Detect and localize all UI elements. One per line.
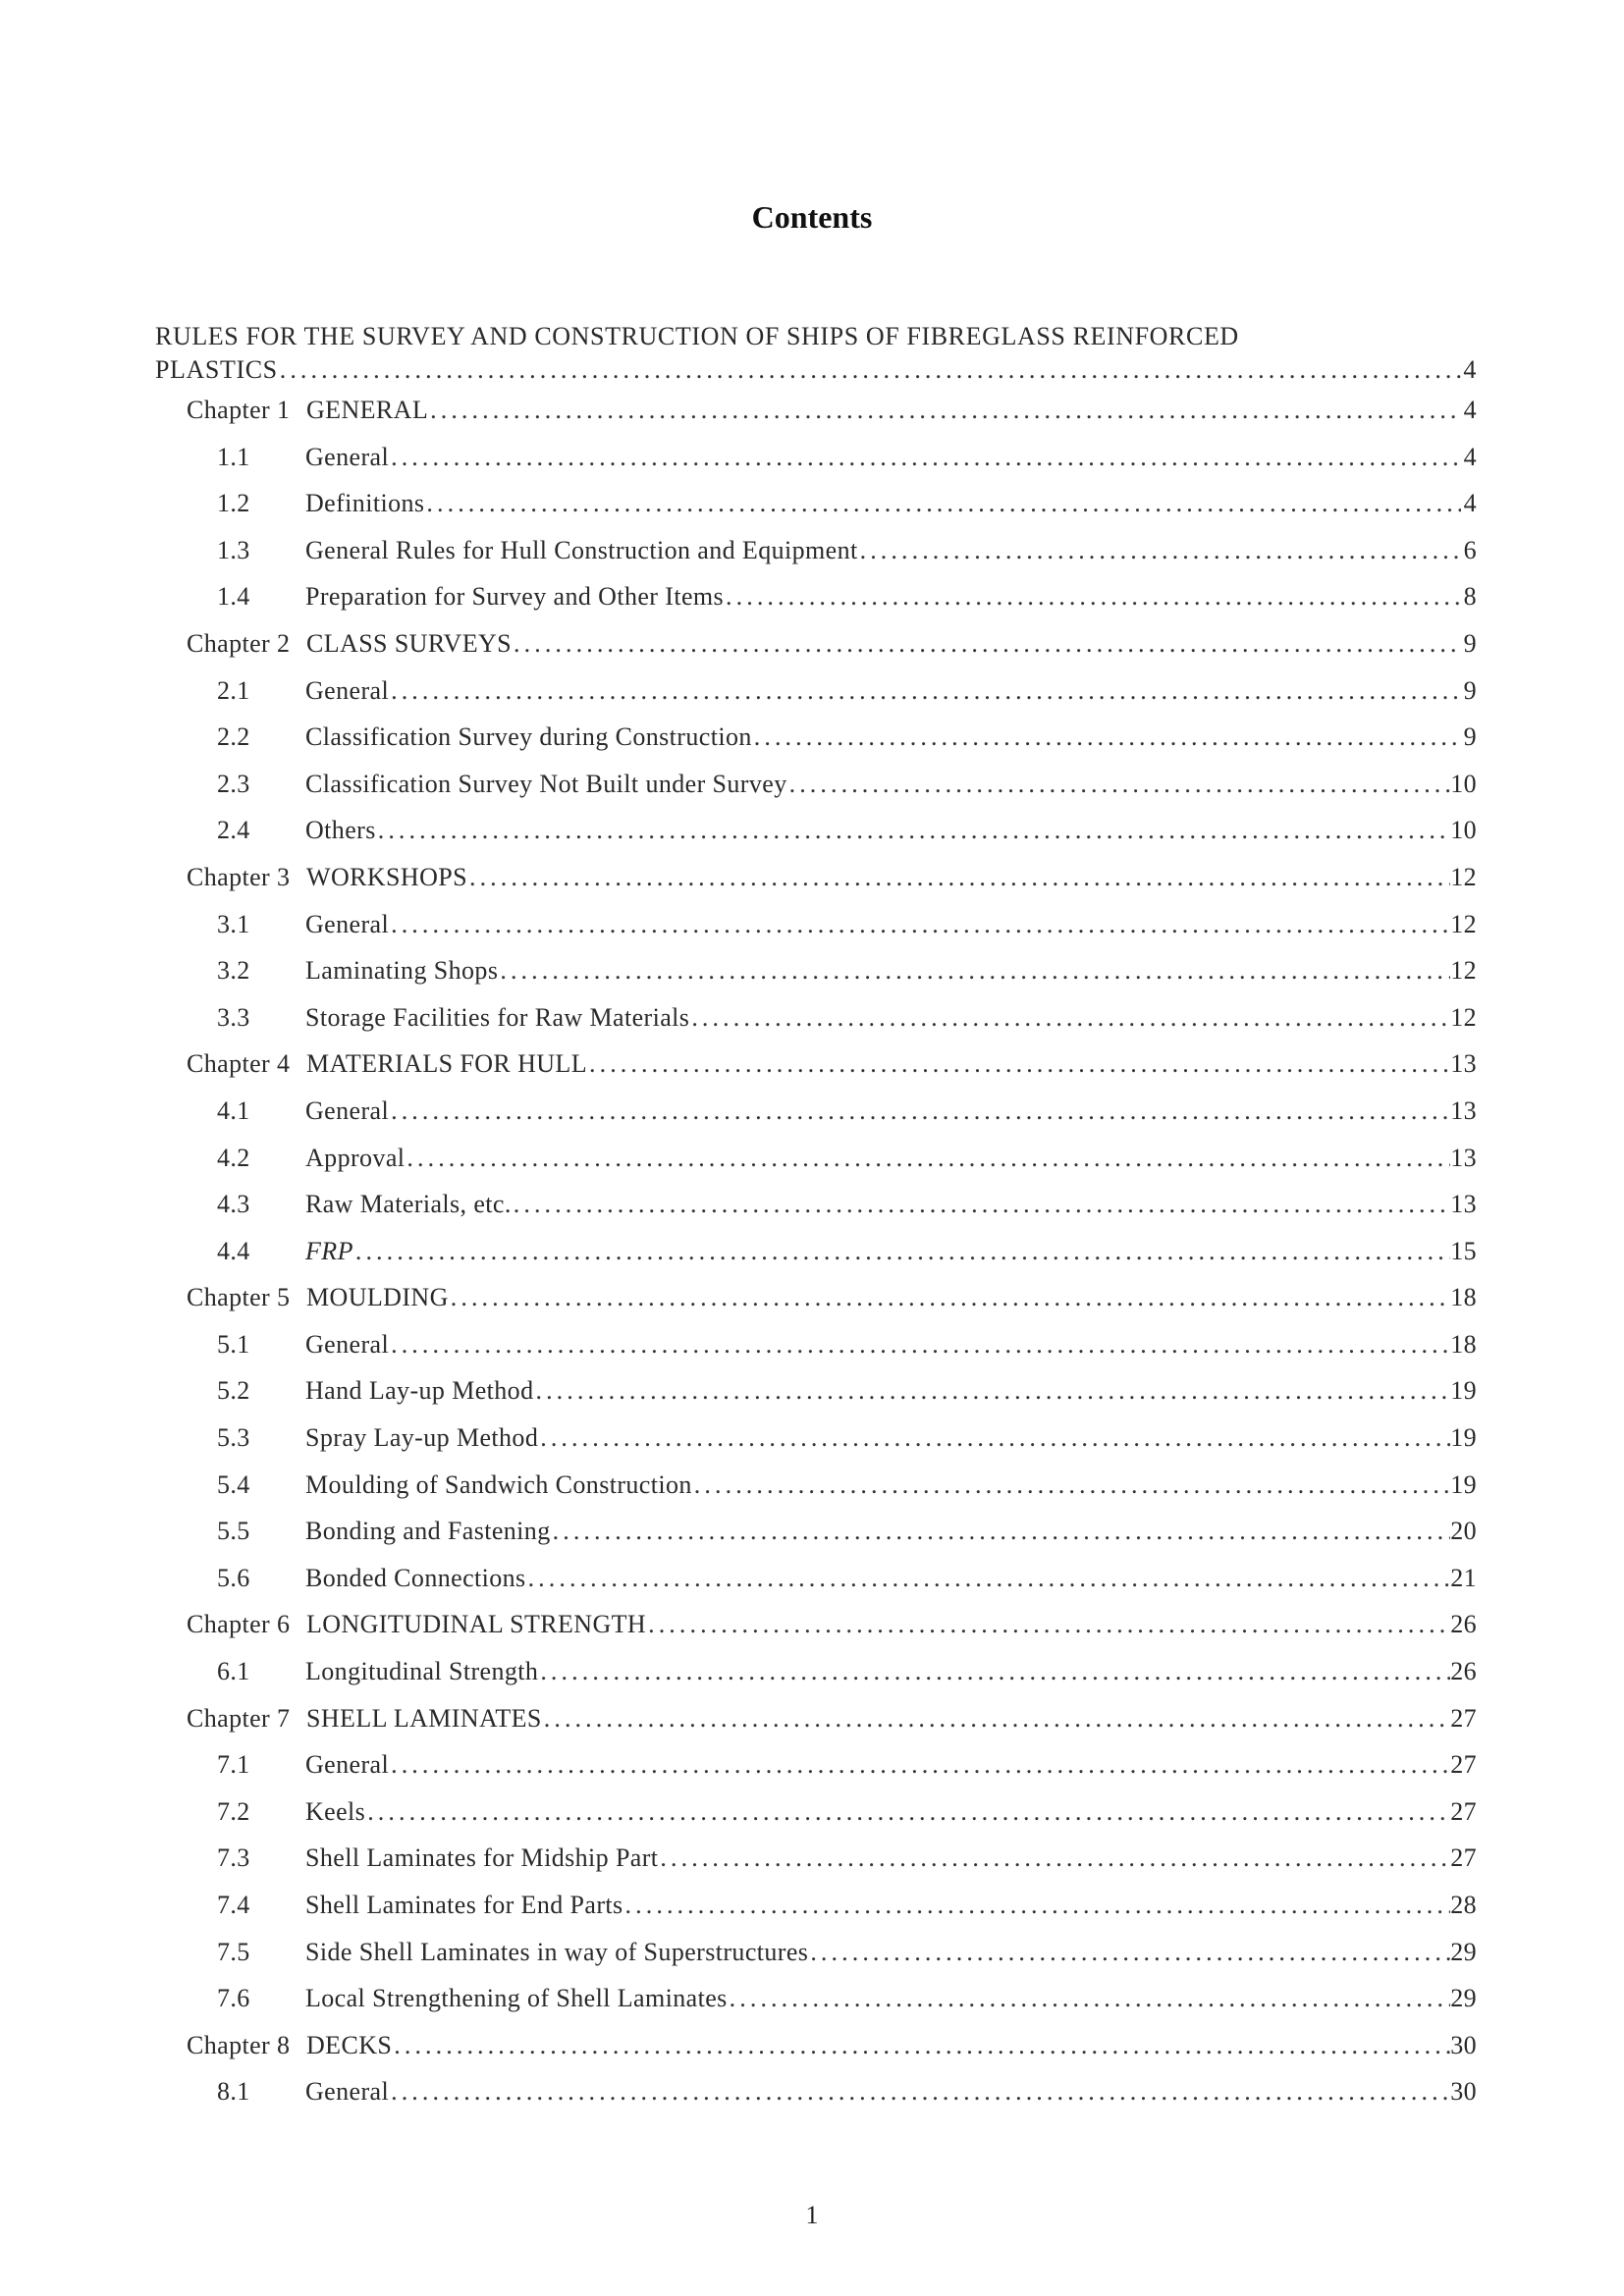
chapter-number: Chapter 8 [187,2030,291,2059]
toc-page-number: 19 [1450,1376,1477,1406]
page-number-footer: 1 [805,2201,819,2229]
toc-section-entry[interactable] [155,1415,1477,1462]
dot-leader [553,1508,1451,1555]
dot-leader [528,1555,1451,1602]
dot-leader [730,1975,1451,2022]
toc-page-number: 29 [1450,1984,1477,2013]
section-number: 2.1 [217,675,250,705]
section-number: 5.6 [217,1563,250,1592]
dot-leader [391,901,1450,948]
toc-page-number: 9 [1463,628,1477,658]
toc-page-number: 27 [1450,1843,1477,1873]
dot-leader [500,947,1450,994]
section-title: General [305,1329,390,1359]
section-number: 7.1 [217,1750,250,1780]
section-title: Bonded Connections [305,1563,526,1592]
toc-chapter-entry[interactable] [155,854,1477,901]
dot-leader [430,387,1461,434]
dot-leader [514,620,1461,667]
toc-section-entry[interactable] [155,1321,1477,1368]
toc-chapter-entry[interactable] [155,1695,1477,1742]
toc-section-entry[interactable] [155,1882,1477,1929]
toc-page-number: 20 [1450,1517,1477,1546]
dot-leader [391,2068,1450,2115]
chapter-title: CLASS SURVEYS [306,628,513,658]
toc-section-entry[interactable] [155,761,1477,808]
section-title: Side Shell Laminates in way of Superstructures [305,1937,809,1966]
section-title: Local Strengthening of Shell Laminates [305,1984,728,2013]
dot-leader [394,2022,1450,2069]
dot-leader [789,761,1451,808]
section-number: 4.3 [217,1190,250,1219]
section-number: 7.2 [217,1796,250,1826]
toc-page-number: 4 [1463,396,1477,424]
toc-section-entry[interactable] [155,1508,1477,1555]
toc-section-entry[interactable] [155,527,1477,574]
section-number: 4.2 [217,1143,250,1172]
table-of-contents [155,320,1477,2115]
chapter-title: WORKSHOPS [306,862,467,891]
section-number: 1.3 [217,535,250,564]
section-title: FRP [305,1236,353,1265]
toc-part-title-line2: PLASTICS [155,355,278,384]
toc-page-number: 13 [1450,1190,1477,1219]
section-number: 7.4 [217,1891,250,1919]
section-number: 5.2 [217,1376,250,1406]
dot-leader [451,1274,1450,1321]
chapter-number: Chapter 2 [187,628,291,658]
toc-page-number: 30 [1450,2077,1477,2107]
section-number: 5.3 [217,1423,250,1453]
toc-section-entry[interactable] [155,1135,1477,1182]
section-title: Shell Laminates for Midship Part [305,1843,659,1873]
section-title: Raw Materials, etc. [305,1190,512,1219]
toc-chapter-entry[interactable] [155,1601,1477,1648]
toc-section-entry[interactable] [155,1555,1477,1602]
toc-section-entry[interactable] [155,994,1477,1041]
dot-leader [391,667,1461,715]
toc-section-entry[interactable] [155,807,1477,854]
chapter-title: MOULDING [306,1283,449,1312]
toc-section-entry[interactable] [155,1088,1477,1135]
section-number: 7.3 [217,1843,250,1873]
section-number: 1.1 [217,442,250,471]
dot-leader [535,1367,1450,1415]
chapter-title: MATERIALS FOR HULL [306,1049,587,1079]
dot-leader [367,1789,1450,1836]
toc-page-number: 29 [1450,1937,1477,1966]
section-title: Spray Lay-up Method [305,1423,539,1453]
dot-leader [810,1929,1450,1976]
dot-leader [355,1228,1450,1275]
toc-page-number: 18 [1450,1283,1477,1312]
section-title: Hand Lay-up Method [305,1376,534,1406]
toc-page-number: 12 [1450,862,1477,891]
toc-section-entry[interactable] [155,1741,1477,1789]
chapter-number: Chapter 5 [187,1283,291,1312]
chapter-title: DECKS [306,2030,393,2059]
toc-section-entry[interactable] [155,434,1477,481]
section-number: 1.4 [217,582,250,612]
toc-page-number: 13 [1450,1049,1477,1079]
toc-section-entry[interactable] [155,1835,1477,1882]
toc-page-number: 27 [1450,1796,1477,1826]
section-title: General [305,1095,390,1125]
dot-leader [694,1462,1450,1509]
toc-page-number: 4 [1463,489,1477,518]
toc-section-entry[interactable] [155,1462,1477,1509]
dot-leader [391,1088,1450,1135]
toc-section-entry[interactable] [155,714,1477,761]
toc-page-number: 26 [1450,1657,1477,1686]
section-number: 4.1 [217,1095,250,1125]
section-title: General [305,442,390,471]
toc-section-entry[interactable] [155,1648,1477,1695]
dot-leader [589,1041,1450,1088]
section-title: General [305,2077,390,2107]
toc-page-number: 10 [1450,769,1477,798]
section-title: Bonding and Fastening [305,1517,551,1546]
toc-chapter-entry[interactable] [155,1041,1477,1088]
toc-page-number: 27 [1450,1750,1477,1780]
section-number: 2.3 [217,769,250,798]
section-title: Classification Survey Not Built under Survey [305,769,787,798]
dot-leader [391,1321,1450,1368]
dot-leader [860,527,1461,574]
section-title: General [305,909,390,938]
dot-leader [391,1741,1450,1789]
section-title: Laminating Shops [305,956,499,986]
dot-leader [406,1135,1450,1182]
toc-section-entry[interactable] [155,947,1477,994]
chapter-title: LONGITUDINAL STRENGTH [306,1610,647,1639]
toc-section-entry[interactable] [155,1367,1477,1415]
section-number: 5.5 [217,1517,250,1546]
toc-chapter-entry[interactable] [155,2022,1477,2069]
section-title: Moulding of Sandwich Construction [305,1469,692,1499]
section-number: 5.4 [217,1469,250,1499]
section-number: 2.4 [217,816,250,845]
section-title: Shell Laminates for End Parts [305,1891,623,1919]
section-title: General [305,1750,390,1780]
toc-section-entry[interactable] [155,1228,1477,1275]
toc-page-number: 18 [1450,1329,1477,1359]
toc-page-number: 27 [1450,1703,1477,1733]
toc-section-entry[interactable] [155,1181,1477,1228]
section-title: Others [305,816,376,845]
toc-section-entry[interactable] [155,1975,1477,2022]
dot-leader [625,1882,1451,1929]
chapter-number: Chapter 4 [187,1049,291,1079]
section-title: Classification Survey during Construction [305,722,752,752]
dot-leader [469,854,1450,901]
section-number: 6.1 [217,1657,250,1686]
section-title: Preparation for Survey and Other Items [305,582,725,612]
dot-leader [648,1601,1450,1648]
section-title: Definitions [305,489,425,518]
toc-page-number: 26 [1450,1610,1477,1639]
section-title: General [305,675,390,705]
section-number: 8.1 [217,2077,250,2107]
toc-page-number: 12 [1450,909,1477,938]
section-number: 7.6 [217,1984,250,2013]
dot-leader [391,434,1461,481]
section-number: 5.1 [217,1329,250,1359]
toc-chapter-entry[interactable] [155,1274,1477,1321]
toc-section-entry[interactable] [155,573,1477,620]
page-title: Contents [751,199,873,235]
dot-leader [514,1181,1450,1228]
dot-leader [691,994,1450,1041]
toc-section-entry[interactable] [155,901,1477,948]
section-number: 3.2 [217,956,250,986]
dot-leader [754,714,1461,761]
toc-section-entry[interactable] [155,1929,1477,1976]
section-number: 1.2 [217,489,250,518]
section-title: General Rules for Hull Construction and Equipment [305,535,858,564]
toc-chapter-entry[interactable] [155,387,1477,434]
toc-page-number: 10 [1450,816,1477,845]
toc-page-number: 9 [1463,722,1477,752]
section-number: 4.4 [217,1236,250,1265]
toc-page-number: 4 [1463,355,1477,384]
dot-leader [426,480,1461,527]
toc-page-number: 15 [1450,1236,1477,1265]
dot-leader [660,1835,1450,1882]
chapter-number: Chapter 7 [187,1703,291,1733]
chapter-number: Chapter 6 [187,1610,291,1639]
toc-chapter-entry[interactable] [155,620,1477,667]
toc-page-number: 12 [1450,1002,1477,1032]
toc-page-number: 4 [1463,442,1477,471]
toc-part-title-line1: RULES FOR THE SURVEY AND CONSTRUCTION OF SHIPS OF FIBREGLASS REINFORCED [155,322,1239,350]
section-title: Keels [305,1796,366,1826]
toc-page-number: 6 [1463,535,1477,564]
toc-page-number: 9 [1463,675,1477,705]
toc-entry-list [155,387,1477,2115]
toc-page-number: 19 [1450,1423,1477,1453]
dot-leader [540,1415,1450,1462]
dot-leader [726,573,1461,620]
dot-leader [540,1648,1450,1695]
section-title: Approval [305,1143,406,1172]
toc-section-entry[interactable] [155,480,1477,527]
section-number: 7.5 [217,1937,250,1966]
toc-page-number: 8 [1463,582,1477,612]
dot-leader [544,1695,1450,1742]
toc-section-entry[interactable] [155,1789,1477,1836]
section-title: Storage Facilities for Raw Materials [305,1002,690,1032]
section-number: 2.2 [217,722,250,752]
toc-page-number: 12 [1450,956,1477,986]
toc-page-number: 30 [1450,2030,1477,2059]
chapter-title: GENERAL [306,396,429,424]
chapter-number: Chapter 3 [187,862,291,891]
chapter-number: Chapter 1 [187,396,291,424]
toc-page-number: 28 [1450,1891,1477,1919]
toc-page-number: 13 [1450,1095,1477,1125]
toc-page-number: 19 [1450,1469,1477,1499]
section-title: Longitudinal Strength [305,1657,539,1686]
toc-section-entry[interactable] [155,2068,1477,2115]
toc-page-number: 13 [1450,1143,1477,1172]
dot-leader [280,353,1461,387]
section-number: 3.3 [217,1002,250,1032]
toc-part-entry[interactable] [155,320,1477,387]
section-number: 3.1 [217,909,250,938]
chapter-title: SHELL LAMINATES [306,1703,542,1733]
toc-section-entry[interactable] [155,667,1477,715]
dot-leader [378,807,1450,854]
toc-page-number: 21 [1450,1563,1477,1592]
